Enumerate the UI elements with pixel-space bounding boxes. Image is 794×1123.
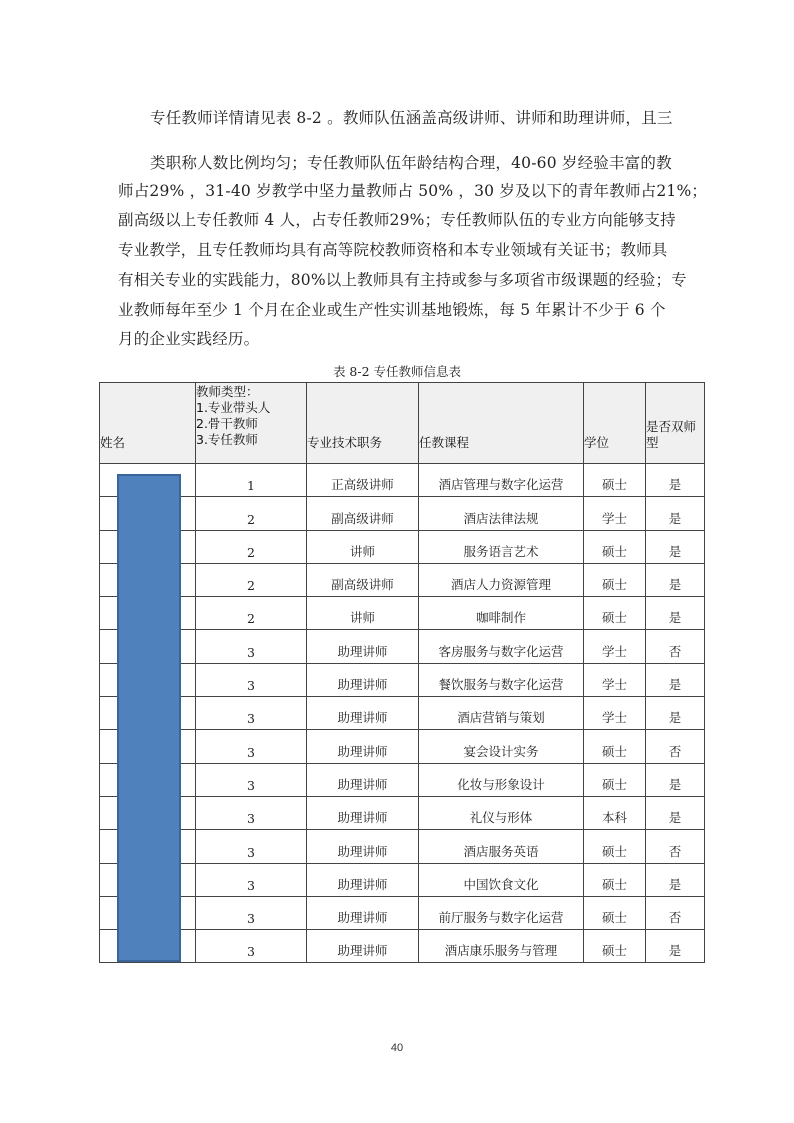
cell-type: 3 [196,930,307,963]
cell-type: 3 [196,830,307,863]
cell-dual: 是 [646,697,705,730]
header-dual-line: 是否双师 [646,419,697,434]
cell-dual: 是 [646,563,705,596]
cell-type: 3 [196,730,307,763]
cell-degree: 硕士 [584,730,646,763]
cell-title: 副高级讲师 [307,563,419,596]
header-dual-qualified [646,383,705,464]
cell-title: 助理讲师 [307,796,419,829]
cell-course: 礼仪与形体 [419,796,584,829]
table-row [100,663,705,696]
cell-type: 1 [196,464,307,497]
cell-dual: 是 [646,464,705,497]
table-caption: 表 8-2 专任教师信息表 [332,364,462,379]
table-header-row [100,383,705,464]
cell-dual: 否 [646,896,705,929]
cell-course: 咖啡制作 [419,597,584,630]
cell-type: 2 [196,497,307,530]
cell-degree: 学士 [584,630,646,663]
paragraph-line: 类职称人数比例均匀；专任教师队伍年龄结构合理，40-60 岁经验丰富的教 [150,154,672,172]
table-row [100,530,705,563]
cell-type: 3 [196,697,307,730]
cell-course: 餐饮服务与数字化运营 [419,663,584,696]
cell-course: 中国饮食文化 [419,863,584,896]
cell-degree: 学士 [584,497,646,530]
page-number: 40 [390,1042,404,1054]
cell-title: 助理讲师 [307,697,419,730]
cell-type: 3 [196,896,307,929]
cell-title: 讲师 [307,530,419,563]
header-dual-line: 型 [646,435,659,450]
header-course: 任教课程 [419,383,584,464]
header-degree: 学位 [584,383,646,464]
redacted-names-block [117,474,181,962]
cell-course: 化妆与形象设计 [419,763,584,796]
cell-type: 3 [196,796,307,829]
table-row [100,464,705,497]
cell-dual: 是 [646,930,705,963]
cell-course: 酒店管理与数字化运营 [419,464,584,497]
cell-dual: 否 [646,830,705,863]
header-type-option: 1.专业带头人 [196,400,271,415]
table-row [100,730,705,763]
cell-title: 助理讲师 [307,930,419,963]
cell-title: 助理讲师 [307,830,419,863]
cell-course: 宴会设计实务 [419,730,584,763]
cell-dual: 否 [646,630,705,663]
paragraph-line: 专任教师详情请见表 8-2 。教师队伍涵盖高级讲师、讲师和助理讲师，且三 [150,109,673,127]
table-row [100,930,705,963]
header-type-option: 2.骨干教师 [196,416,258,431]
paragraph-line: 专业教学，且专任教师均具有高等院校教师资格和本专业领域有关证书；教师具 [118,241,668,259]
cell-degree: 硕士 [584,896,646,929]
cell-course: 前厅服务与数字化运营 [419,896,584,929]
table-row [100,497,705,530]
table-row [100,630,705,663]
cell-type: 3 [196,630,307,663]
cell-title: 副高级讲师 [307,497,419,530]
cell-course: 酒店营销与策划 [419,697,584,730]
paragraph-line: 师占29% ，31-40 岁教学中坚力量教师占 50% ，30 岁及以下的青年教师占21%； [118,182,708,200]
cell-degree: 学士 [584,663,646,696]
cell-title: 助理讲师 [307,663,419,696]
header-type-option: 3.专任教师 [196,432,258,447]
cell-degree: 硕士 [584,863,646,896]
table-row [100,597,705,630]
paragraph-line: 月的企业实践经历。 [118,330,260,348]
cell-type: 2 [196,530,307,563]
cell-degree: 硕士 [584,464,646,497]
cell-title: 助理讲师 [307,630,419,663]
cell-type: 3 [196,663,307,696]
cell-title: 助理讲师 [307,763,419,796]
paragraph-line: 副高级以上专任教师 4 人，占专任教师29%；专任教师队伍的专业方向能够支持 [118,211,676,229]
header-type-title: 教师类型： [196,384,259,399]
cell-dual: 是 [646,863,705,896]
cell-dual: 是 [646,497,705,530]
paragraph-line: 有相关专业的实践能力，80%以上教师具有主持或参与多项省市级课题的经验；专 [118,271,687,289]
table-row [100,563,705,596]
table-row [100,796,705,829]
cell-degree: 硕士 [584,530,646,563]
cell-title: 助理讲师 [307,863,419,896]
paragraph-line: 业教师每年至少 1 个月在企业或生产性实训基地锻炼，每 5 年累计不少于 6 个 [118,301,666,319]
cell-dual: 否 [646,730,705,763]
cell-degree: 硕士 [584,930,646,963]
cell-course: 酒店服务英语 [419,830,584,863]
cell-degree: 学士 [584,697,646,730]
cell-title: 助理讲师 [307,730,419,763]
cell-course: 服务语言艺术 [419,530,584,563]
cell-type: 2 [196,563,307,596]
cell-course: 酒店人力资源管理 [419,563,584,596]
table-row [100,863,705,896]
cell-type: 3 [196,863,307,896]
cell-type: 2 [196,597,307,630]
cell-degree: 硕士 [584,763,646,796]
cell-title: 正高级讲师 [307,464,419,497]
cell-dual: 是 [646,763,705,796]
header-name: 姓名 [100,383,196,464]
cell-course: 酒店康乐服务与管理 [419,930,584,963]
cell-dual: 是 [646,530,705,563]
cell-degree: 硕士 [584,597,646,630]
cell-type: 3 [196,763,307,796]
cell-dual: 是 [646,663,705,696]
table-row [100,697,705,730]
cell-dual: 是 [646,796,705,829]
cell-title: 助理讲师 [307,896,419,929]
cell-title: 讲师 [307,597,419,630]
table-row [100,830,705,863]
header-title: 专业技术职务 [307,383,419,464]
cell-course: 客房服务与数字化运营 [419,630,584,663]
cell-dual: 是 [646,597,705,630]
cell-degree: 硕士 [584,830,646,863]
teacher-info-table [99,382,705,963]
table-row [100,763,705,796]
cell-degree: 硕士 [584,563,646,596]
table-row [100,896,705,929]
cell-degree: 本科 [584,796,646,829]
header-teacher-type [196,383,307,464]
cell-course: 酒店法律法规 [419,497,584,530]
